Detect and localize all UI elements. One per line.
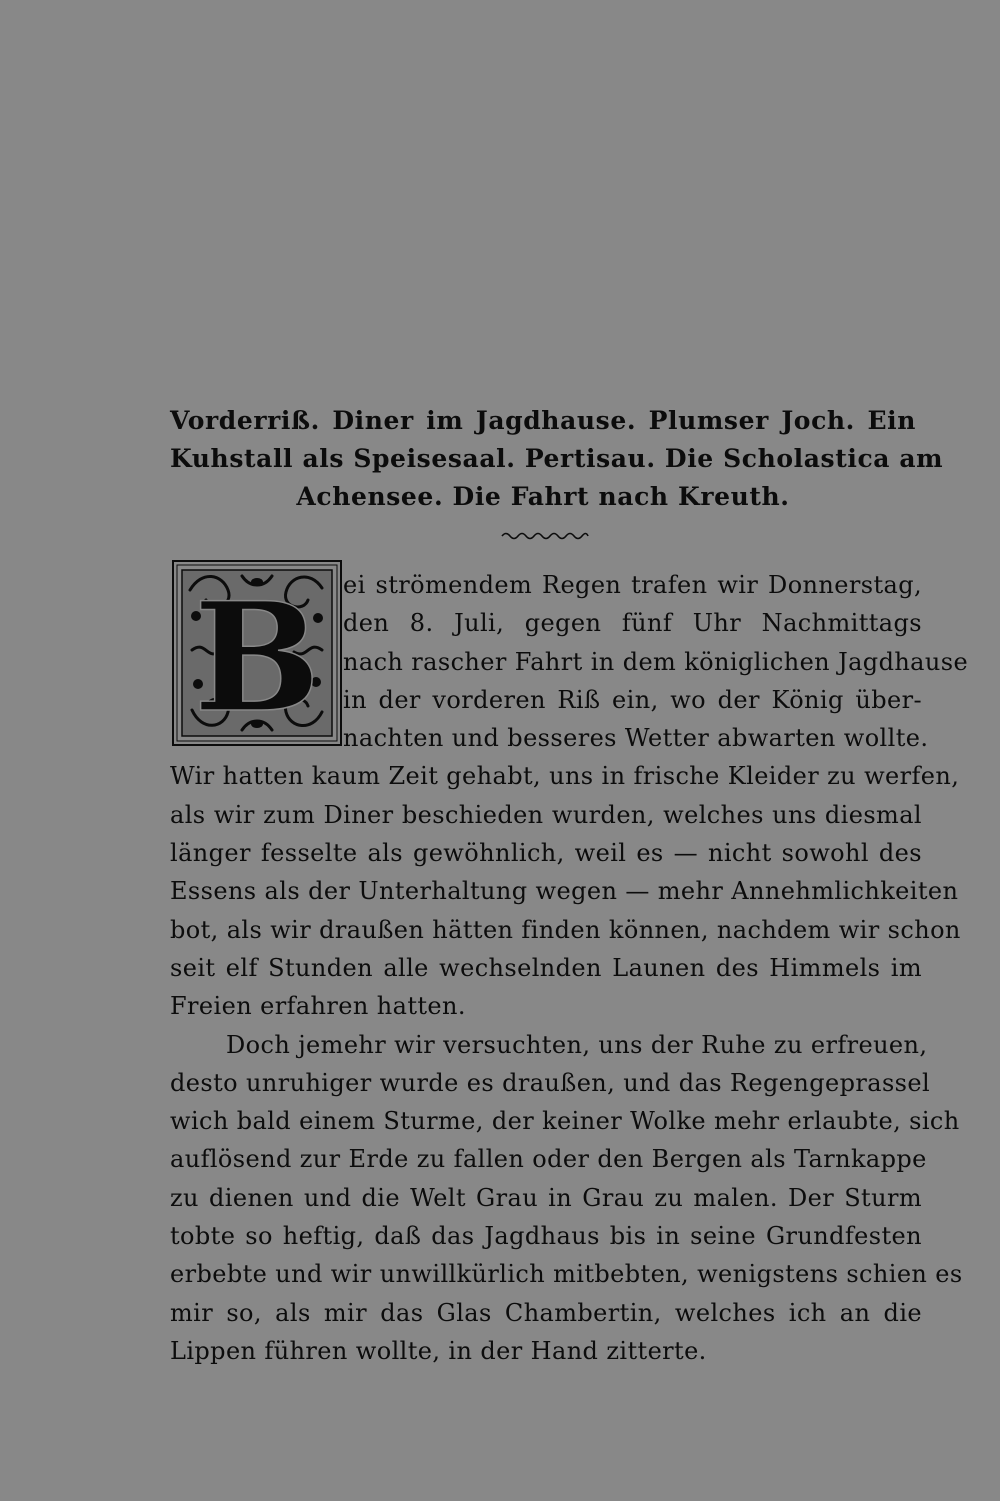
paragraph-2 <box>170 1026 963 1371</box>
body-text <box>170 566 969 1370</box>
text-line: auflösend zur Erde zu fallen oder den Bergen als Tarnkappe <box>170 1145 927 1174</box>
paragraph-1 <box>170 566 969 1026</box>
text-line: in der vorderen Riß ein, wo der König über- <box>343 685 922 714</box>
text-line: wich bald einem Sturme, der keiner Wolke mehr erlaubte, sich <box>170 1107 960 1136</box>
text-line: länger fesselte als gewöhnlich, weil es — nicht sowohl des <box>170 839 922 868</box>
text-line: zu dienen und die Welt Grau in Grau zu malen. Der Sturm <box>170 1183 922 1212</box>
text-line: nachten und besseres Wetter abwarten wollte. <box>343 724 929 753</box>
drop-cap-letter: B <box>193 570 321 746</box>
wavy-divider-ornament <box>500 527 590 541</box>
text-line: nach rascher Fahrt in dem königlichen Jagdhause <box>343 647 969 676</box>
text-line: Doch jemehr wir versuchten, uns der Ruhe zu erfreuen, <box>226 1030 928 1059</box>
text-line: Lippen führen wollte, in der Hand zitterte. <box>170 1336 707 1365</box>
text-line: den 8. Juli, gegen fünf Uhr Nachmittags <box>343 609 922 638</box>
text-line: Wir hatten kaum Zeit gehabt, uns in frische Kleider zu werfen, <box>170 762 960 791</box>
text-line: tobte so heftig, daß das Jagdhaus bis in seine Grundfesten <box>170 1222 922 1251</box>
text-line: desto unruhiger wurde es draußen, und das Regengeprassel <box>170 1068 931 1097</box>
text-line: als wir zum Diner beschieden wurden, welches uns diesmal <box>170 800 922 829</box>
summary-line: Kuhstall als Speisesaal. Pertisau. Die Scholastica am <box>170 444 944 473</box>
text-line: Essens als der Unterhaltung wegen — mehr Annehmlichkeiten <box>170 877 959 906</box>
text-line: seit elf Stunden alle wechselnden Launen des Himmels im <box>170 953 922 982</box>
text-line: erbebte und wir unwillkürlich mitbebten, wenigstens schien es <box>170 1260 963 1289</box>
text-line: bot, als wir draußen hätten finden können, nachdem wir schon <box>170 915 961 944</box>
chapter-summary <box>170 402 944 516</box>
text-line: mir so, als mir das Glas Chambertin, welches ich an die <box>170 1298 922 1327</box>
summary-line: Vorderriß. Diner im Jagdhause. Plumser Joch. Ein <box>170 406 916 435</box>
text-line: ei strömendem Regen trafen wir Donnerstag, <box>343 571 922 599</box>
text-line: Freien erfahren hatten. <box>170 992 466 1021</box>
summary-line: Achensee. Die Fahrt nach Kreuth. <box>296 482 790 511</box>
